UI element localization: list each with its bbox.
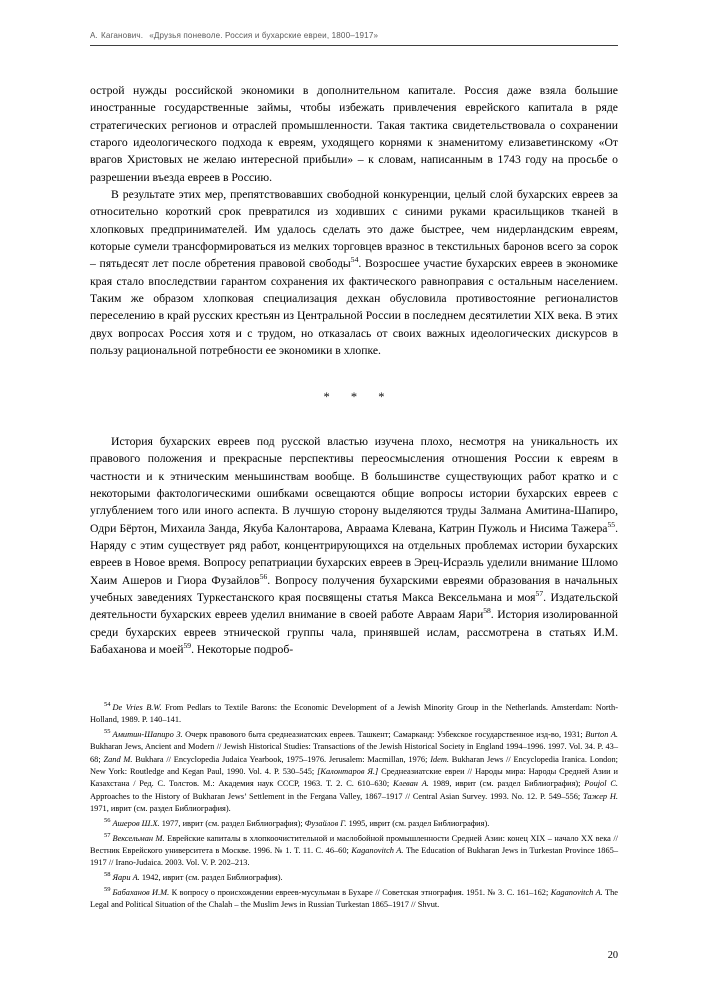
paragraph-3 <box>90 433 618 658</box>
footnote-ref-57[interactable]: 57 <box>535 589 544 599</box>
footnote-54 <box>90 702 618 727</box>
footnote-author: Kaganovitch A. <box>550 888 603 898</box>
footnote-text: Еврейские капиталы в хлопкоочистительной и маслобойной промышленности Средней Азии: конец XIX – начало XX века // Вестник Еврейского университета в Москве. 1996. № 1. Т. 11. С. 46–60; <box>90 833 618 856</box>
footnote-number: 54 <box>104 701 111 709</box>
page-number: 20 <box>607 950 618 961</box>
footnote-author: Бабаханов И.М. <box>112 888 170 898</box>
footnote-57 <box>90 833 618 870</box>
paragraph-continuation <box>90 82 618 186</box>
footnote-ref-59[interactable]: 59 <box>183 641 192 651</box>
paragraph-3-text-c: . Вопросу получения бухарскими евреями образования в начальных учебных заведениях Туркестанского края посвящены статья Макса Вексельмана и моя <box>90 573 618 605</box>
footnote-author: Ашеров Ш.Х. <box>112 818 160 828</box>
footnote-number: 55 <box>104 728 111 736</box>
paragraph-2-text-a: В результате этих мер, препятствовавших свободной конкуренции, целый слой бухарских евреев за относительно короткий срок превратился из ходивших с синими руками красильщиков тканей в хлопковых предпринимателей. Им удалось сделать это даже быстрее, чем нидерландским евреям, которые сумели трансформироваться из мелких торговцев вразнос в текстильных баронов всего за сорок – пятьдесят лет после обретения правовой свободы <box>90 188 618 271</box>
footnote-author: [Калонтаров Я.] <box>317 767 379 777</box>
footnote-author: Фузайлов Г. <box>304 818 347 828</box>
body-text-block-top <box>90 82 618 360</box>
footnote-number: 58 <box>104 871 111 879</box>
section-separator: * * * <box>323 390 394 404</box>
footnote-text: From Pedlars to Textile Barons: the Economic Development of a Jewish Minority Group in the Netherlands. Amsterdam: North-Holland, 1989. P. 140–141. <box>90 703 618 725</box>
paragraph-3-text-d: . Издательской деятельности бухарских евреев уделил внимание в своей работе Авраам Яари <box>90 591 618 622</box>
footnote-number: 57 <box>104 831 111 839</box>
footnote-ref-56[interactable]: 56 <box>259 571 268 581</box>
footnote-text: Среднеазиатские евреи // Народы мира: Народы Средней Азии и Казахстана / Ред. С. Толстов. М.: Академия наук СССР, 1963. Т. 2. С. 610–630; <box>90 767 618 789</box>
footnote-ref-58[interactable]: 58 <box>483 606 491 616</box>
footnote-author: Idem. <box>430 754 449 764</box>
footnote-text: 1942, иврит (см. раздел Библиография). <box>139 873 283 883</box>
running-head <box>90 30 618 41</box>
running-head-title: «Друзья поневоле. Россия и бухарские евреи, 1800–1917» <box>149 31 379 40</box>
paragraph-3-text-b: . Наряду с этим существует ряд работ, концентрирующихся на отдельных проблемах истории бухарских евреев в Новое время. Вопросу репатриации бухарских евреев в Эрец-Исраэль уделили внимание Шломо Хаим Ашеров и Гиора Фузайлов <box>90 521 618 587</box>
footnote-text: The Legal and Political Situation of the Chalah – the Muslim Jews in Russian Turkestan 1865–1917 // Shvut. <box>90 888 618 910</box>
footnote-text: Bukhara // Encyclopedia Judaica Yearbook, 1975–1976. Jerusalem: Macmillan, 1976; <box>132 754 431 764</box>
footnote-author: Яари А. <box>112 873 140 883</box>
paragraph-3-text-e: . История изолированной среди бухарских евреев этнической группы чала, принявшей ислам, рассмотрена в статьях И.М. Бабаханова и моей <box>90 608 618 657</box>
paragraph-3-text-f: . Некоторые подроб- <box>191 643 294 657</box>
footnote-author: Вексельман М. <box>112 833 165 843</box>
footnote-author: De Vries B.W. <box>112 703 162 712</box>
footnote-list <box>90 702 618 912</box>
footnote-ref-55[interactable]: 55 <box>607 519 616 529</box>
footnote-text: Bukharan Jews // Encyclopedia Iranica. London; New York: Routledge and Kegan Paul, 1990. Vol. 4. P. 530–545; <box>90 754 618 777</box>
footnote-text: К вопросу о происхождении евреев-мусульман в Бухаре // Советская этнография. 1951. № 3. С. 161–162; <box>169 888 551 898</box>
footnote-56 <box>90 818 618 830</box>
running-head-rule <box>90 45 618 46</box>
footnote-ref-54[interactable]: 54 <box>350 255 359 265</box>
paragraph-1-text: острой нужды российской экономики в дополнительном капитале. Россия даже взяла большие иностранные государственные займы, чтобы избежать привлечения еврейского капитала в ряде стратегических регионов и отраслей промышленности. Такая тактика свидетельствовала о сохранении старого идеологического подхода к евреям, уходящего корнями к знаменитому елизаветинскому «От врагов Христовых не желаю интересной прибыли» – к словам, написанным в 1743 году на просьбе о разрешении въезда евреев в Россию. <box>90 84 618 184</box>
footnote-text: 1995, иврит (см. раздел Библиография). <box>346 818 490 828</box>
paragraph-2-text-b: . Возросшее участие бухарских евреев в экономике края стало впоследствии гарантом сохранения их фактического равноправия с остальным населением. Таким же образом хлопковая специализация дехкан обусловила противостояние регионалистов переселению в край русских крестьян из Центральной России в последнем десятилетии XIX века. В этих двух вопросах Россия хотя и с трудом, но отказалась от своих важных идеологических дискурсов в пользу рациональной потребности ее экономики в хлопке. <box>90 257 618 358</box>
footnote-text: Очерк правового быта среднеазиатских евреев. Ташкент; Самарканд: Узбекское государственное изд-во, 1931; <box>182 730 586 740</box>
footnote-59 <box>90 887 618 912</box>
footnote-author: Kaganovitch A. <box>351 846 404 856</box>
footnote-text: 1989, иврит (см. раздел Библиография); <box>428 779 585 789</box>
footnote-number: 56 <box>104 817 111 825</box>
running-head-author-surname: Каганович. <box>100 31 144 40</box>
footnote-58 <box>90 872 618 884</box>
footnote-text: Bukharan Jews, Ancient and Modern // Jewish Historical Studies: Transactions of the Jewish Historical Society in England 1994–1996. 1997. Vol. 34. P. 43–68; <box>90 742 618 764</box>
footnote-author: Амитин-Шапиро З. <box>112 730 183 740</box>
footnote-text: 1977, иврит (см. раздел Библиография); <box>159 818 305 828</box>
footnote-55 <box>90 729 618 815</box>
body-text-block-bottom <box>90 433 618 658</box>
footnote-author: Burton A. <box>585 730 619 740</box>
footnote-text: Approaches to the History of Bukharan Jews’ Settlement in the Fergana Valley, 1867–1917 // Central Asian Survey. 1993. No. 12. P. 549–556; <box>90 791 584 801</box>
footnote-text: 1971, иврит (см. раздел Библиография). <box>90 803 231 813</box>
footnote-author: Zand M. <box>103 754 133 764</box>
paragraph-2 <box>90 186 618 359</box>
running-head-author-initial: А. <box>90 31 98 40</box>
footnote-author: Клеван А. <box>392 779 429 789</box>
footnote-text: The Education of Bukharan Jews in Turkestan Province 1865–1917 // Irano-Judaica. 2003. Vol. V. P. 202–213. <box>90 846 618 868</box>
paragraph-3-text-a: История бухарских евреев под русской властью изучена плохо, несмотря на уникальность их правового положения и прекрасные перспективы переосмысления отношения России к евреям в частности и к этническим меньшинствам вообще. В большинстве существующих работ кратко и с некоторыми фактологическими ошибками освещаются общие вопросы истории бухарских евреев с углублением того или иного аспекта. В лучшую сторону выделяются труды Залмана Амитина-Шапиро, Одри Бёртон, Михаила Занда, Якуба Калонтарова, Авраама Клевана, Катрин Пужоль и Нисима Тажера <box>90 435 618 535</box>
footnote-number: 59 <box>104 886 111 894</box>
footnote-author: Poujol C. <box>584 779 618 789</box>
footnote-author: Тажер Н. <box>583 791 619 801</box>
